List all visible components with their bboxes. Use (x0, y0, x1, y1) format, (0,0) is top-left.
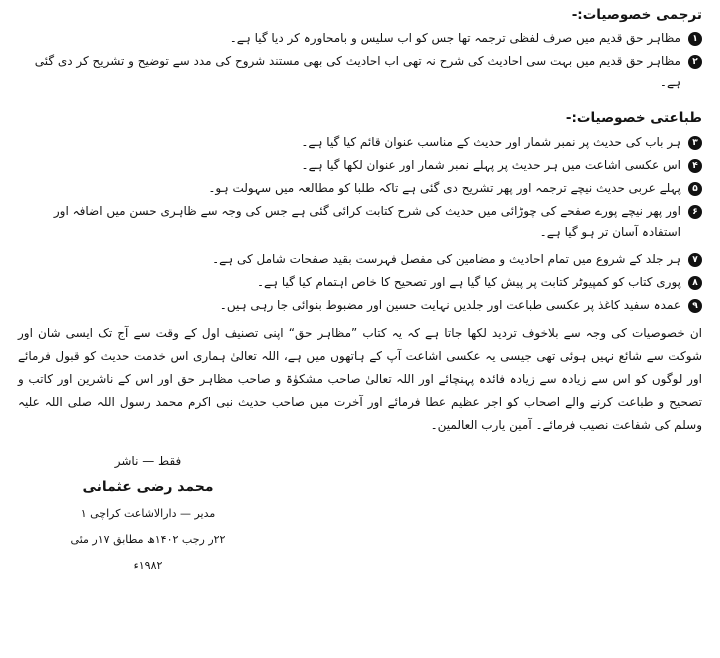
list-item (18, 272, 702, 293)
item-text: پہلے عربی حدیث نیچے ترجمہ اور پھر تشریح دی گئی ہے تاکہ طلبا کو مطالعہ میں سہولت ہو۔ (208, 181, 681, 195)
section-heading-printing: طباعتی خصوصیات:- (565, 110, 702, 126)
item-text: پوری کتاب کو کمپیوٹر کتابت پر پیش کیا گیا ہے اور تصحیح کا خاص اہتمام کیا گیا ہے۔ (256, 275, 681, 289)
list-item (18, 28, 702, 49)
item-number-badge: ۹ (688, 299, 702, 313)
item-number-badge: ۱ (688, 32, 702, 46)
list-item (18, 155, 702, 176)
signature-designation: مدیر — دارالاشاعت کراچی ۱ (80, 507, 216, 520)
signature-block (63, 449, 233, 579)
signature-name: محمد رضی عثمانی (82, 479, 214, 495)
list-item (18, 295, 702, 316)
list-item (18, 51, 702, 93)
closing-paragraph: ان خصوصیات کی وجہ سے بلاخوف تردید لکھا جاتا ہے کہ یہ کتاب ”مظاہر حق“ اپنی تصنیف اول کے وقت سے آج تک ایسی شان اور شوکت سے شائع نہیں ہوئی تھی جیسی یہ عکسی اشاعت آپ کے ہاتھوں میں ہے، اللہ تعالیٰ ہماری اس خدمت حدیث کو قبول فرمائے اور لوگوں کو اس سے زیادہ سے زیادہ فائدہ پہنچائے اور اللہ تعالیٰ صاحب مشکوٰۃ و صاحب مظاہر حق اور اس کے ناشرین اور کاتب و تصحیح و طباعت کرنے والے اصحاب کو اجر عظیم عطا فرمائے اور آخرت میں صاحب حدیث نبی اکرم محمد رسول اللہ صلی اللہ علیہ وسلم کی شفاعت نصیب فرمائے۔ آمین یارب العالمین۔ (18, 326, 702, 432)
signature-closing: فقط — ناشر (114, 454, 182, 468)
item-number-badge: ۲ (688, 55, 702, 69)
item-text: ہر جلد کے شروع میں تمام احادیث و مضامین کی مفصل فہرست بقید صفحات شامل کی ہے۔ (212, 252, 681, 266)
item-number-badge: ۸ (688, 276, 702, 290)
item-number-badge: ۷ (688, 253, 702, 267)
item-text: ہر باب کی حدیث پر نمبر شمار اور حدیث کے مناسب عنوان قائم کیا گیا ہے۔ (301, 135, 681, 149)
item-number-badge: ۴ (688, 159, 702, 173)
item-text: عمدہ سفید کاغذ پر عکسی طباعت اور جلدیں نہایت حسین اور مضبوط بنوائی جا رہی ہیں۔ (219, 298, 681, 312)
section-heading-translation: ترجمی خصوصیات:- (571, 7, 702, 23)
item-text: اس عکسی اشاعت میں ہر حدیث پر پہلے نمبر شمار اور عنوان لکھا گیا ہے۔ (301, 158, 681, 172)
list-item (18, 178, 702, 199)
item-text: مظاہر حق قدیم میں صرف لفظی ترجمہ تھا جس کو اب سلیس و بامحاورہ کر دیا گیا ہے۔ (229, 31, 681, 45)
list-item (18, 132, 702, 153)
item-number-badge: ۵ (688, 182, 702, 196)
item-number-badge: ۶ (688, 205, 702, 219)
signature-date: ۲۲ر رجب ۱۴۰۲ھ مطابق ۱۷ر مئی ۱۹۸۲ء (70, 533, 226, 572)
item-text: اور پھر نیچے پورے صفحے کی چوڑائی میں حدیث کی شرح کتابت کرائی گئی ہے جس کی وجہ سے ظاہری حسن میں اضافہ اور استفادہ آسان تر ہو گیا ہے۔ (53, 204, 681, 239)
list-item (18, 201, 702, 243)
item-text: مظاہر حق قدیم میں بہت سی احادیث کی شرح نہ تھی اب احادیث کی بھی مستند شروح کی مدد سے توضیح و تشریح کر دی گئی ہے۔ (34, 54, 681, 89)
item-number-badge: ۳ (688, 136, 702, 150)
list-item (18, 249, 702, 270)
